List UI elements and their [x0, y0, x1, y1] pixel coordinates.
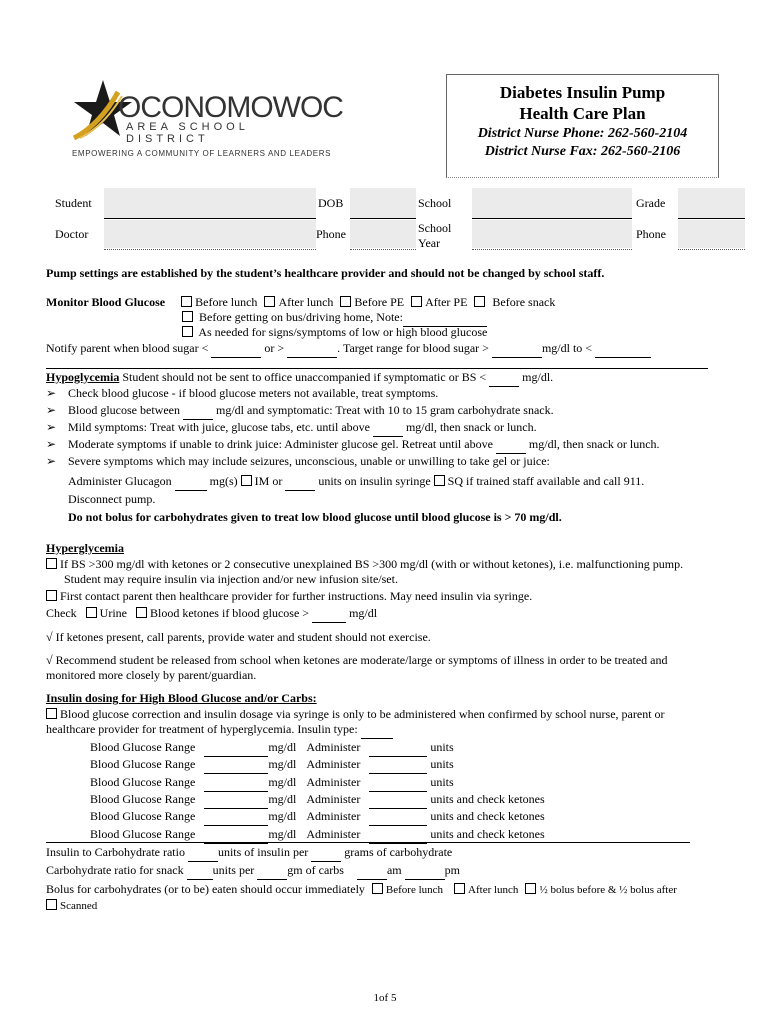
range-unit: mg/dl — [268, 791, 297, 806]
hyper-line-1: If BS >300 mg/dl with ketones or 2 consecutive unexplained BS >300 mg/dl (with or without ketones), i.e. malfunctioning pump. — [46, 557, 683, 572]
notify-or: or > — [264, 341, 285, 355]
range-unit: mg/dl — [268, 826, 297, 841]
no-bolus-warning: Do not bolus for carbohydrates given to treat low blood glucose until blood glucose is > 70 mg/dl. — [68, 510, 562, 524]
arrow-bullet-icon: ➢ — [46, 403, 57, 417]
after-pe-checkbox[interactable] — [411, 296, 422, 307]
before-snack-checkbox[interactable] — [474, 296, 485, 307]
administer-suffix: units — [430, 774, 454, 789]
snack-grams-field[interactable] — [257, 864, 287, 880]
hyper-line-2: First contact parent then healthcare provider for further instructions. May need insulin via syringe. — [46, 589, 532, 604]
hypo-range-field[interactable] — [183, 404, 213, 420]
monitor-label: Monitor Blood Glucose — [46, 295, 166, 309]
label-school-year-2: Year — [418, 236, 441, 250]
range-field[interactable] — [204, 758, 268, 774]
range-unit: mg/dl — [268, 809, 297, 824]
hypo-bullet-1: ➢ Check blood glucose - if blood glucose meters not available, treat symptoms. — [46, 386, 439, 400]
arrow-bullet-icon: ➢ — [46, 437, 57, 451]
arrow-bullet-icon: ➢ — [46, 420, 57, 434]
bus-checkbox[interactable] — [182, 311, 193, 322]
label-phone-2: Phone — [636, 227, 666, 241]
scanned-checkbox[interactable] — [46, 899, 57, 910]
hypo-bullet-4: ➢ Moderate symptoms if unable to drink juice: Administer glucose gel. Retreat until above mg/dl, then snack or lunch. — [46, 437, 660, 454]
notify-label: Notify parent when blood sugar < — [46, 341, 209, 355]
disconnect-pump: Disconnect pump. — [68, 492, 156, 506]
monitor-row — [46, 295, 555, 310]
insulin-title: Insulin dosing for High Blood Glucose and/or Carbs: — [46, 691, 317, 705]
hypo-bullet-3: ➢ Mild symptoms: Treat with juice, glucose tabs, etc. until above mg/dl, then snack or lunch. — [46, 420, 537, 437]
snack-units-field[interactable] — [187, 864, 213, 880]
administer-label: Administer — [306, 809, 361, 824]
target-mid: mg/dl to < — [541, 341, 593, 355]
label-doctor: Doctor — [55, 227, 89, 241]
before-pe-label: Before PE — [354, 295, 405, 309]
scanned-row: Scanned — [46, 899, 97, 914]
arrow-bullet-icon: ➢ — [46, 454, 57, 468]
after-lunch-label: After lunch — [278, 295, 334, 309]
administer-units-field[interactable] — [369, 793, 427, 809]
grade-field[interactable] — [678, 188, 745, 218]
hypo-title: Hypoglycemia — [46, 370, 120, 384]
glucose-range-row — [90, 775, 454, 792]
pump-notice: Pump settings are established by the student’s healthcare provider and should not be changed by school staff. — [46, 266, 605, 280]
hypo-intro-text: Student should not be sent to office unaccompanied if symptomatic or BS < — [119, 370, 487, 384]
ratio-grams-field[interactable] — [311, 846, 341, 862]
hyper-contact-checkbox[interactable] — [46, 590, 57, 601]
range-field[interactable] — [204, 793, 268, 809]
range-label: Blood Glucose Range — [90, 740, 196, 754]
administer-label: Administer — [306, 740, 361, 754]
target-low-field[interactable] — [492, 342, 542, 358]
snack-pm-field[interactable] — [405, 864, 445, 880]
bolus-split-checkbox[interactable] — [525, 883, 536, 894]
doctor-field[interactable] — [104, 220, 316, 248]
snack-am-field[interactable] — [357, 864, 387, 880]
hypo-intro — [46, 370, 553, 387]
hyper-title: Hyperglycemia — [46, 541, 124, 555]
ketones-threshold-field[interactable] — [312, 607, 346, 623]
bolus-before-lunch-checkbox[interactable] — [372, 883, 383, 894]
administer-suffix: units and check ketones — [430, 826, 545, 841]
administer-label: Administer — [306, 757, 361, 772]
hypo-bs-field[interactable] — [489, 371, 519, 387]
notify-low-field[interactable] — [211, 342, 261, 358]
glucose-range-row — [90, 740, 454, 757]
release-note-1: √ Recommend student be released from school when ketones are moderate/large or symptoms of illness in order to be treated and — [46, 653, 668, 667]
hyper-300-checkbox[interactable] — [46, 558, 57, 569]
administer-units-field[interactable] — [369, 741, 427, 757]
range-label: Blood Glucose Range — [90, 809, 196, 824]
range-label: Blood Glucose Range — [90, 826, 196, 841]
administer-suffix: units — [430, 757, 454, 772]
insulin-intro-1: Blood glucose correction and insulin dosage via syringe is only to be administered when confirmed by school nurse, parent or — [46, 707, 665, 722]
dob-field[interactable] — [350, 188, 416, 218]
release-note-2: monitored more closely by parent/guardian. — [46, 668, 257, 682]
bolus-row: Bolus for carbohydrates (or to be) eaten should occur immediately Before lunch After lunch ½ bolus before & ½ bolus after — [46, 882, 677, 896]
administer-units-field[interactable] — [369, 776, 427, 792]
administer-units-field[interactable] — [369, 810, 427, 826]
bolus-after-lunch-checkbox[interactable] — [454, 883, 465, 894]
plan-title-1: Diabetes Insulin Pump — [499, 83, 666, 102]
range-label: Blood Glucose Range — [90, 791, 196, 806]
administer-suffix: units — [430, 740, 454, 754]
logo-subtitle: AREA SCHOOL DISTRICT — [126, 121, 249, 145]
bus-label: Before getting on bus/driving home, Note: — [199, 310, 403, 324]
administer-label: Administer — [306, 826, 361, 841]
insulin-intro-2: healthcare provider for treatment of hyperglycemia. Insulin type: — [46, 722, 393, 739]
glucagon-im-checkbox[interactable] — [241, 475, 252, 486]
before-lunch-label: Before lunch — [195, 295, 258, 309]
range-field[interactable] — [204, 776, 268, 792]
glucagon-dose-field[interactable] — [175, 475, 207, 491]
hypo-intro-unit: mg/dl. — [522, 370, 554, 384]
student-field[interactable] — [104, 188, 316, 218]
tagline: EMPOWERING A COMMUNITY OF LEARNERS AND LEADERS — [72, 149, 332, 158]
after-pe-label: After PE — [425, 295, 468, 309]
glucagon-units-field[interactable] — [285, 475, 315, 491]
school-field[interactable] — [472, 188, 632, 218]
insulin-ratio-row: Insulin to Carbohydrate ratio units of insulin per grams of carbohydrate — [46, 845, 452, 862]
before-pe-checkbox[interactable] — [340, 296, 351, 307]
insulin-correction-checkbox[interactable] — [46, 708, 57, 719]
administer-label: Administer — [306, 791, 361, 806]
hypo-mild-field[interactable] — [373, 421, 403, 437]
nurse-fax: District Nurse Fax: 262-560-2106 — [484, 144, 681, 159]
range-label: Blood Glucose Range — [90, 757, 196, 772]
range-unit: mg/dl — [268, 774, 297, 789]
before-lunch-checkbox[interactable] — [181, 296, 192, 307]
label-student: Student — [55, 196, 92, 210]
notify-high-field[interactable] — [287, 342, 337, 358]
range-unit: mg/dl — [268, 740, 297, 754]
administer-units-field[interactable] — [369, 758, 427, 774]
label-phone: Phone — [316, 227, 346, 241]
range-label: Blood Glucose Range — [90, 774, 196, 789]
target-label: . Target range for blood sugar > — [337, 341, 489, 355]
target-high-field[interactable] — [595, 342, 651, 358]
hypo-bullet-5: ➢ Severe symptoms which may include seizures, unconscious, unable or unwilling to take gel or juice: — [46, 454, 550, 468]
phone-field[interactable] — [350, 220, 416, 248]
page-number: 1of 5 — [373, 992, 397, 1004]
label-dob: DOB — [318, 196, 344, 210]
blood-ketones-checkbox[interactable] — [136, 607, 147, 618]
as-needed-checkbox[interactable] — [182, 326, 193, 337]
urine-checkbox[interactable] — [86, 607, 97, 618]
check-ketones-row: Check Urine Blood ketones if blood glucose > mg/dl — [46, 606, 377, 623]
label-grade: Grade — [636, 196, 666, 210]
administer-suffix: units and check ketones — [430, 791, 545, 806]
school-year-field[interactable] — [472, 220, 632, 248]
label-school: School — [418, 196, 452, 210]
nurse-phone: District Nurse Phone: 262-560-2104 — [477, 126, 688, 141]
district-logo — [70, 78, 343, 148]
hypo-bullet-2: ➢ Blood glucose between mg/dl and symptomatic: Treat with 10 to 15 gram carbohydrate snack. — [46, 403, 554, 420]
hypo-moderate-field[interactable] — [496, 438, 526, 454]
range-unit: mg/dl — [268, 757, 297, 772]
range-field[interactable] — [204, 810, 268, 826]
glucose-range-row — [90, 809, 545, 826]
plan-title-2: Health Care Plan — [519, 104, 646, 123]
glucagon-sq-checkbox[interactable] — [434, 475, 445, 486]
range-field[interactable] — [204, 741, 268, 757]
glucagon-row: Administer Glucagon mg(s) IM or units on insulin syringe SQ if trained staff available and call 911. — [68, 474, 644, 491]
glucose-range-row — [90, 792, 545, 809]
after-lunch-checkbox[interactable] — [264, 296, 275, 307]
hyper-line-1b: Student may require insulin via injection and/or new infusion site/set. — [64, 572, 398, 586]
ratio-units-field[interactable] — [188, 846, 218, 862]
administer-label: Administer — [306, 774, 361, 789]
glucose-range-row — [90, 827, 545, 844]
administer-suffix: units and check ketones — [430, 809, 545, 824]
glucose-range-row — [90, 757, 454, 774]
as-needed-label: As needed for signs/symptoms of low or high blood glucose — [198, 325, 488, 339]
phone2-field[interactable] — [678, 220, 745, 248]
notify-row — [46, 341, 651, 358]
snack-ratio-row: Carbohydrate ratio for snack units per gm of carbs am pm — [46, 863, 460, 880]
before-snack-label: Before snack — [492, 295, 556, 309]
ketones-note: √ If ketones present, call parents, provide water and student should not exercise. — [46, 630, 431, 644]
insulin-type-field[interactable] — [361, 723, 393, 739]
label-school-year-1: School — [418, 221, 452, 235]
arrow-bullet-icon: ➢ — [46, 386, 57, 400]
logo-name: OCONOMOWOC — [118, 91, 343, 124]
